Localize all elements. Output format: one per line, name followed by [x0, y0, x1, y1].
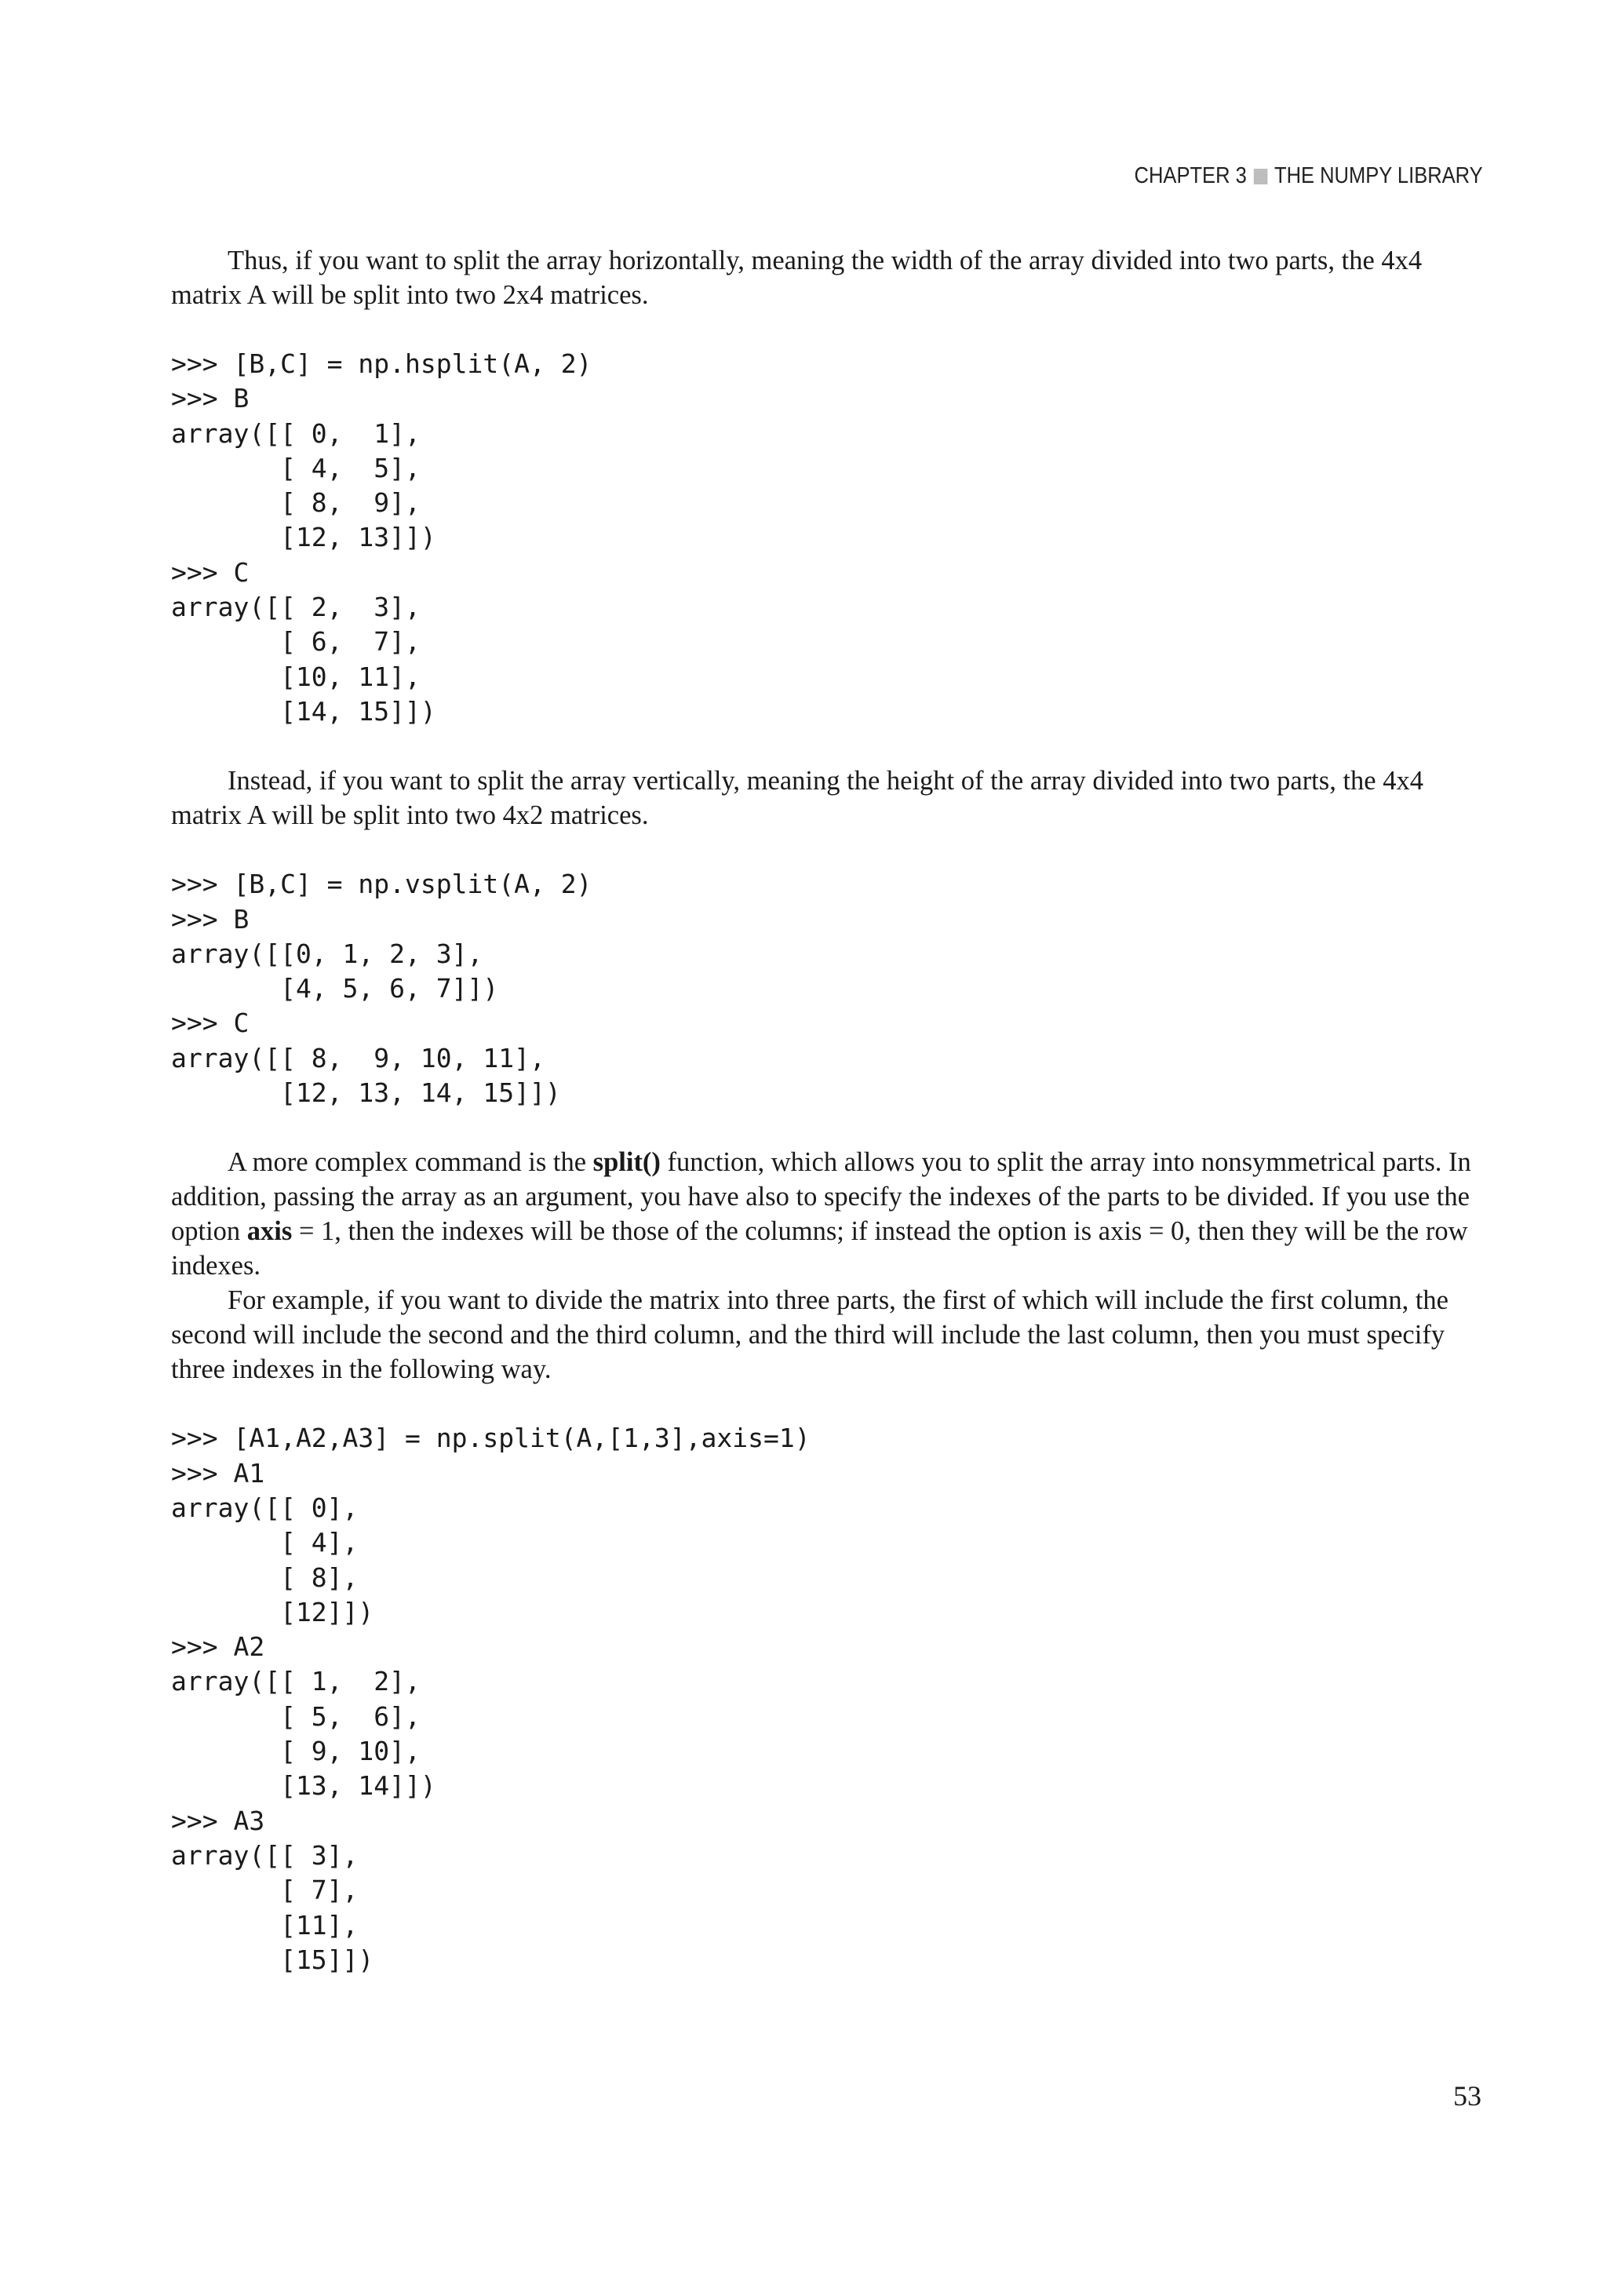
- code-block-hsplit: >>> [B,C] = np.hsplit(A, 2) >>> B array([[ 0, 1], [ 4, 5], [ 8, 9], [12, 13]]) >>> C array([[ 2, 3], [ 6, 7], [10, 11], [14, 15]]): [171, 348, 592, 727]
- chapter-label: CHAPTER 3: [1134, 163, 1248, 188]
- code-block-split: >>> [A1,A2,A3] = np.split(A,[1,3],axis=1) >>> A1 array([[ 0], [ 4], [ 8], [12]]) >>> A2 array([[ 1, 2], [ 5, 6], [ 9, 10], [13, 14]]) >>> A3 array([[ 3], [ 7], [11], [15]]): [171, 1423, 811, 1975]
- page-content: [171, 243, 1489, 1977]
- paragraph-split-function: [171, 1145, 1489, 1283]
- paragraph-vsplit-intro: Instead, if you want to split the array vertically, meaning the height of the array divided into two parts, the 4x4 matrix A will be split into two 4x2 matrices.: [171, 766, 1423, 831]
- running-header: [1135, 163, 1483, 189]
- split-text-after: = 1, then the indexes will be those of the columns; if instead the option is axis = 0, then they will be the row indexes.: [171, 1216, 1468, 1281]
- page-number: 53: [1453, 2080, 1481, 2112]
- code-block-vsplit: >>> [B,C] = np.vsplit(A, 2) >>> B array([[0, 1, 2, 3], [4, 5, 6, 7]]) >>> C array([[ 8, 9, 10, 11], [12, 13, 14, 15]]): [171, 869, 592, 1109]
- paragraph-hsplit-intro: Thus, if you want to split the array horizontally, meaning the width of the array divided into two parts, the 4x4 matrix A will be split into two 2x4 matrices.: [171, 246, 1423, 310]
- paragraph-split-example: For example, if you want to divide the matrix into three parts, the first of which will include the first column, the second will include the second and the third column, and the third will include the last column, then you must specify three indexes in the following way.: [171, 1285, 1448, 1385]
- split-text-mid: function, which allows you to split the array into nonsymmetrical parts. In addition, passing the array as an argument, you have also to specify the indexes of the parts to be divided. If you use the option: [171, 1147, 1471, 1247]
- axis-option-name: axis: [246, 1216, 293, 1247]
- split-function-name: split(): [592, 1147, 661, 1178]
- chapter-title: THE NUMPY LIBRARY: [1274, 163, 1483, 188]
- header-separator-square: [1254, 169, 1268, 184]
- split-text-before: A more complex command is the: [228, 1147, 593, 1178]
